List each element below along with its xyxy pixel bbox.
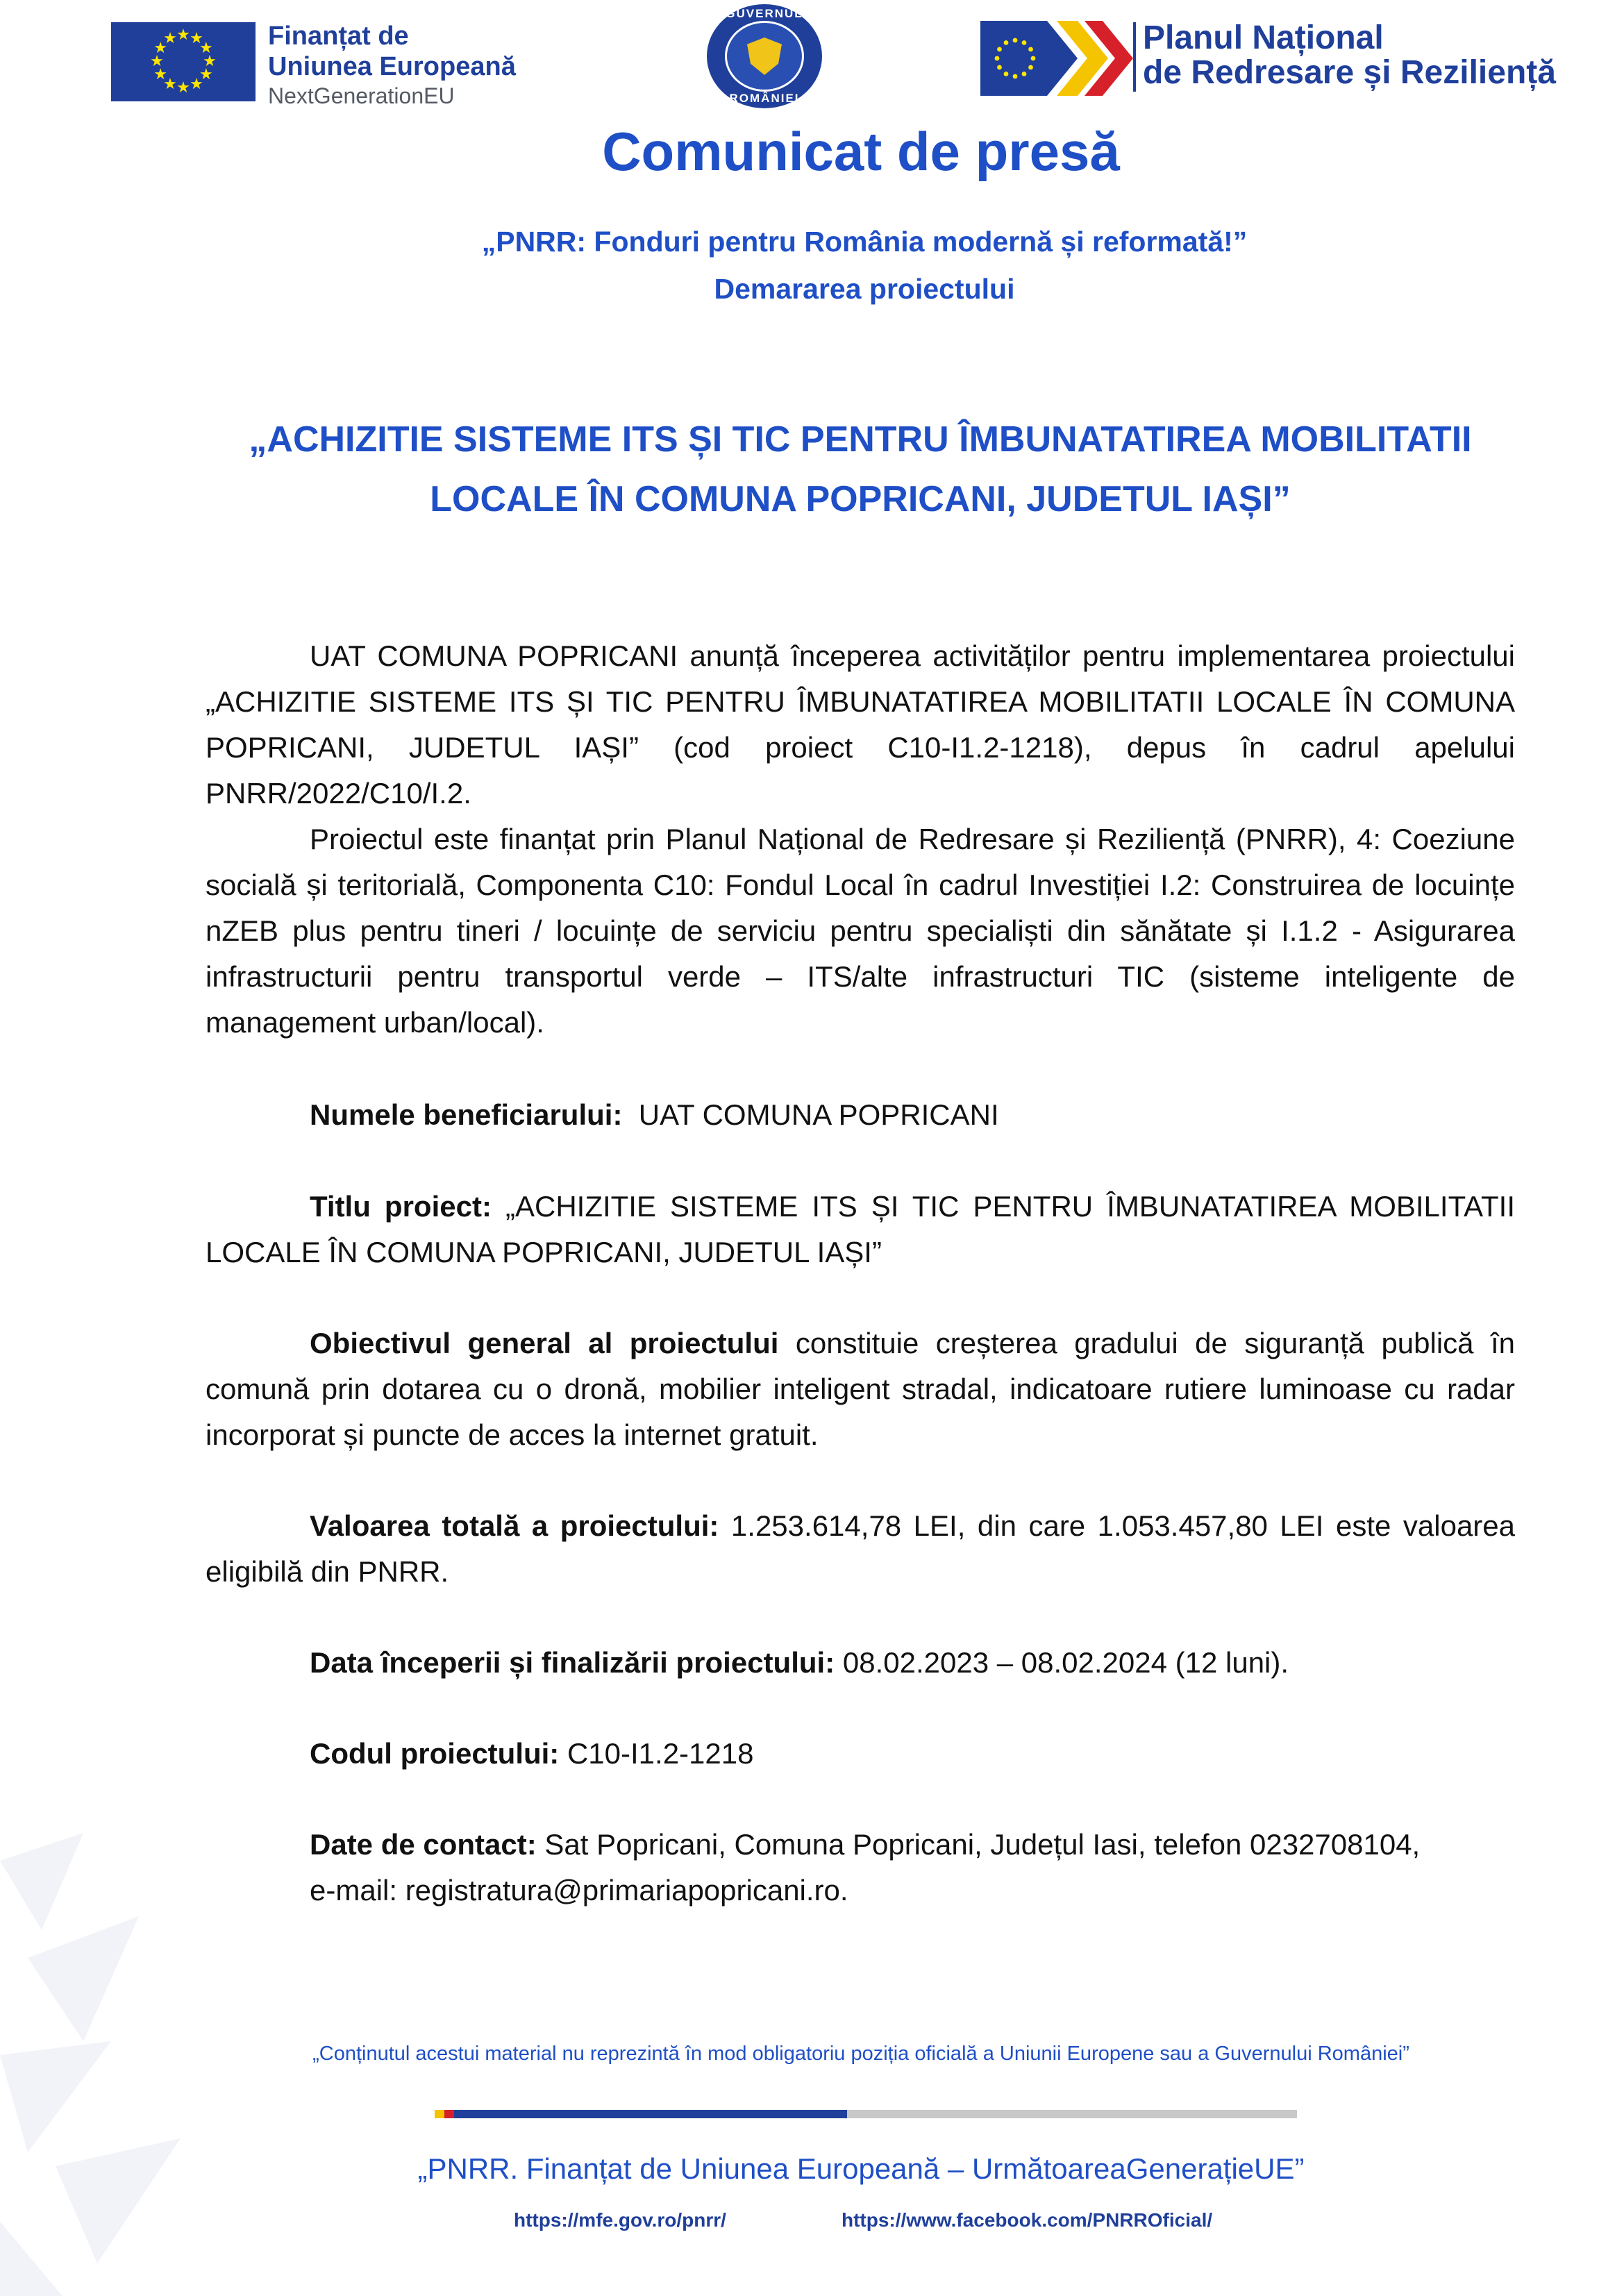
eu-flag-icon [111,22,256,101]
footer-tagline: „PNRR. Finanțat de Uniunea Europeană – UrmătoareaGenerațieUE” [417,2152,1305,2185]
project-code-value: C10-I1.2-1218 [567,1737,754,1770]
dates-value: 08.02.2023 – 08.02.2024 (12 luni). [842,1646,1289,1679]
pnrr-logo-line2: de Redresare și Reziliență [1143,54,1556,91]
footer-bar-yellow [435,2110,444,2118]
pnrr-star-icon [1013,74,1018,79]
pnrr-star-icon [1004,40,1009,45]
eu-star-icon: ★ [199,40,213,57]
pnrr-star-icon [1031,56,1036,61]
footer-link-mfe[interactable]: https://mfe.gov.ro/pnrr/ [514,2209,726,2231]
total-value-section [206,1503,1515,1595]
pnrr-star-icon [997,65,1002,70]
gov-seal-bottom-text: ROMÂNIEI [729,92,800,105]
beneficiary-value: UAT COMUNA POPRICANI [638,1098,999,1131]
pnrr-star-icon [1028,65,1033,70]
dates-label: Data începerii și finalizării proiectului: [310,1646,835,1679]
total-value-label: Valoarea totală a proiectului: [310,1509,719,1542]
eu-logo-line3: NextGenerationEU [268,83,455,108]
footer-bar-red [444,2110,454,2118]
footer-divider-bar [435,2110,1297,2118]
pnrr-star-icon [1028,47,1033,52]
pnrr-logo-text [1143,21,1599,90]
eu-star-icon: ★ [153,40,167,57]
footer-link-facebook[interactable]: https://www.facebook.com/PNRROficial/ [842,2209,1213,2231]
eu-logo-text [268,21,560,110]
eu-logo [111,21,555,108]
eu-star-icon: ★ [176,79,190,97]
project-code-label: Codul proiectului: [310,1737,560,1770]
eu-star-icon: ★ [150,53,164,70]
pnrr-divider [1133,22,1136,92]
pnrr-flag-icon [980,21,1133,96]
total-value-value: 1.253.614,78 LEI, din care 1.053.457,80 LEI este valoarea eligibilă din PNRR. [206,1509,1516,1588]
contact-email-line: e-mail: registratura@primariapopricani.ro. [310,1874,848,1907]
project-title: „ACHIZITIE SISTEME ITS ȘI TIC PENTRU ÎMBUNATATIREA MOBILITATII LOCALE ÎN COMUNA POPRICANI, JUDETUL IAȘI” [249,419,1472,519]
contact-label: Date de contact: [310,1828,537,1861]
eu-star-icon: ★ [163,75,177,93]
subtitle-project-start: Demararea proiectului [714,273,1015,305]
project-code-section [206,1731,1515,1777]
page-title: Comunicat de presă [602,121,1120,182]
eu-star-icon: ★ [190,75,203,93]
contact-section [206,1822,1515,1913]
project-title-value: „ACHIZITIE SISTEME ITS ȘI TIC PENTRU ÎMBUNATATIREA MOBILITATII LOCALE ÎN COMUNA POPRICANI, JUDETUL IAȘI” [206,1190,1516,1268]
pnrr-star-icon [1013,38,1018,43]
financing-paragraph: Proiectul este finanțat prin Planul Național de Redresare și Reziliență (PNRR), 4: Coeziune socială și teritorială, Componenta C10: Fondul Local în cadrul Investiției I.2: Construirea de locuințe nZEB plus pentru tineri / locuințe de serviciu pentru specialiști din sănătate și I.1.2 - Asigurarea infrastructurii pentru transportul verde – ITS/alte infrastructuri TIC (sisteme inteligente de management urban/local). [206,823,1515,1039]
government-seal-icon [707,4,822,108]
footer-bar-grey [847,2110,1297,2118]
pnrr-star-icon [995,56,1000,61]
subtitle-slogan: „PNRR: Fonduri pentru România modernă și reformată!” [481,226,1248,258]
eu-logo-line1: Finanțat de [268,22,409,51]
eu-star-icon: ★ [199,66,213,83]
objective-section [206,1321,1515,1458]
eu-star-icon: ★ [163,30,177,48]
pnrr-star-icon [1004,72,1009,76]
intro-paragraph: UAT COMUNA POPRICANI anunță începerea activităților pentru implementarea proiectului „ACHIZITIE SISTEME ITS ȘI TIC PENTRU ÎMBUNATATIREA MOBILITATII LOCALE ÎN COMUNA POPRICANI, JUDETUL IAȘI” (cod proiect C10-I1.2-1218), depus în cadrul apelului PNRR/2022/C10/I.2. [206,639,1515,810]
objective-label: Obiectivul general al proiectului [310,1327,779,1359]
pnrr-star-icon [997,47,1002,52]
dates-section [206,1640,1515,1686]
contact-value-line1: Sat Popricani, Comuna Popricani, Județul Iasi, telefon 0232708104, [544,1828,1421,1861]
pnrr-star-icon [1022,40,1027,45]
pnrr-logo-line1: Planul Național [1143,19,1384,56]
footer-disclaimer: „Conținutul acestui material nu reprezintă în mod obligatoriu poziția oficială a Uniunii Europene sau a Guvernului României” [312,2043,1409,2065]
beneficiary-section [206,1092,1515,1138]
government-seal-logo [703,0,829,111]
eu-star-icon: ★ [190,30,203,48]
eu-logo-line2: Uniunea Europeană [268,52,516,81]
eu-star-icon: ★ [203,53,217,70]
footer-bar-blue [435,2110,847,2118]
intro-paragraphs [206,633,1515,1046]
pnrr-logo [980,17,1598,100]
project-title-section [206,1184,1515,1275]
beneficiary-label: Numele beneficiarului: [310,1098,623,1131]
pnrr-star-icon [1022,72,1027,76]
project-title-label: Titlu proiect: [310,1190,492,1223]
eu-star-icon: ★ [176,26,190,44]
gov-seal-top-text: GUVERNUL [726,7,803,20]
eu-star-icon: ★ [153,66,167,83]
objective-value: constituie creșterea gradului de siguranță publică în comună prin dotarea cu o dronă, mobilier inteligent stradal, indicatoare rutiere luminoase cu radar incorporat și puncte de acces la internet gratuit. [206,1327,1515,1451]
